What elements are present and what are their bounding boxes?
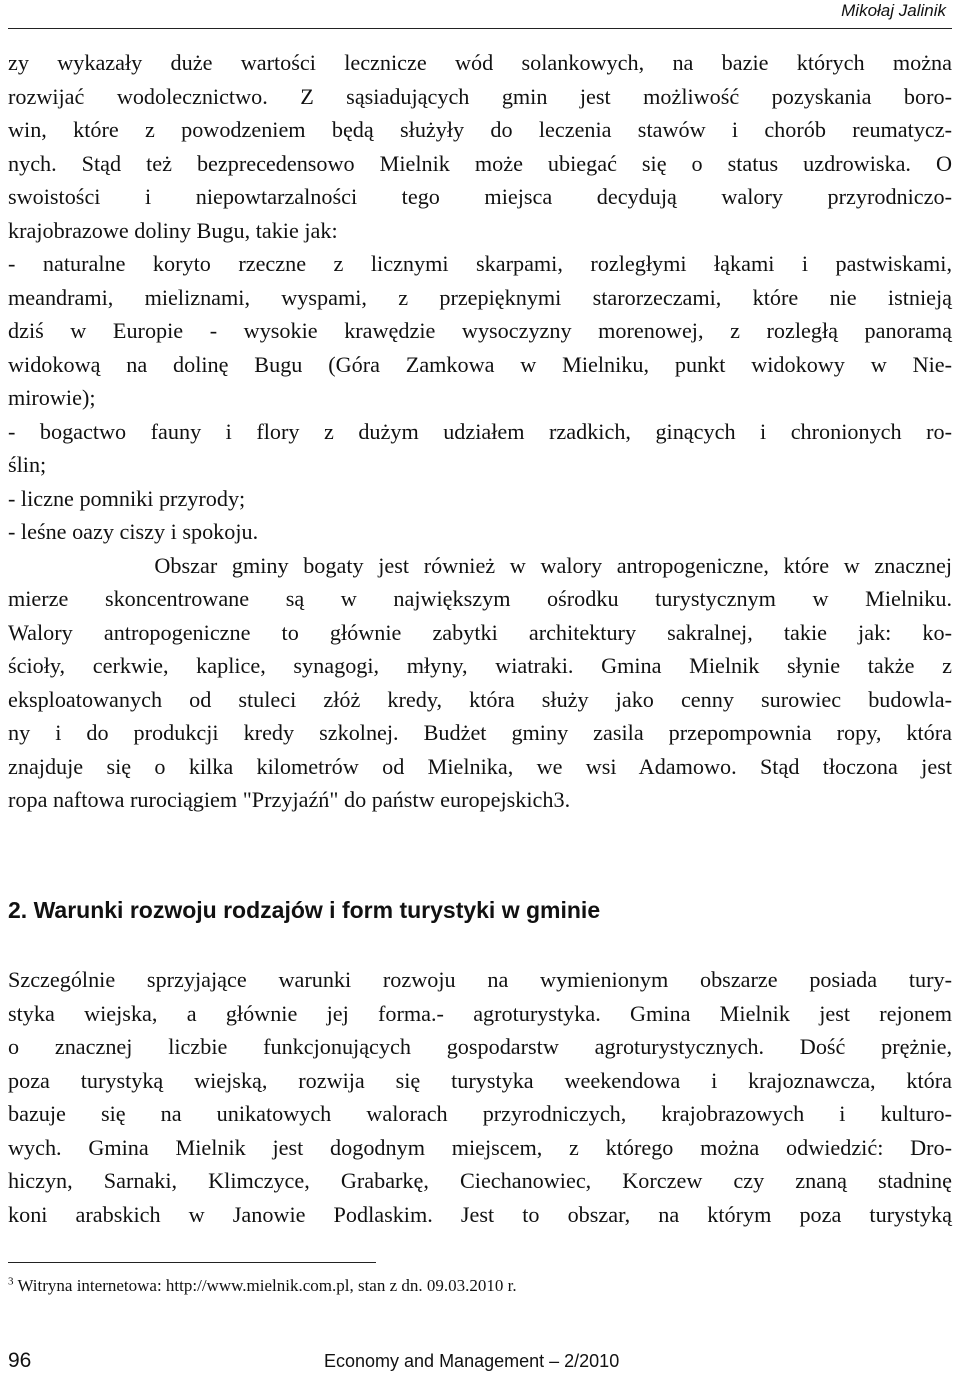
- text-line: mierze skoncentrowane są w największym ośrodku turystycznym w Mielniku.: [8, 586, 952, 611]
- text-line: - liczne pomniki przyrody;: [8, 485, 246, 511]
- text-line: koni arabskich w Janowie Podlaskim. Jest to obszar, na którym poza turystyką: [8, 1201, 952, 1227]
- journal-name: Economy and Management – 2/2010: [324, 1351, 620, 1371]
- text-line: znajduje się o kilka kilometrów od Mielnika, we wsi Adamowo. Stąd tłoczona jest: [8, 753, 952, 779]
- text-line: rozwijać wodolecznictwo. Z sąsiadujących gmin jest możliwość pozyskania boro-: [8, 83, 952, 109]
- text-line: swoistości i niepowtarzalności tego miejsca decydują walory przyrodniczo-: [8, 184, 952, 209]
- text-line: zy wykazały duże wartości lecznicze wód solankowych, na bazie których można: [8, 50, 952, 75]
- text-line: o znacznej liczbie funkcjonujących gospodarstw agroturystycznych. Dość prężnie,: [8, 1034, 952, 1059]
- section-heading: 2. Warunki rozwoju rodzajów i form turystyki w gminie: [8, 897, 601, 923]
- header-rule: [8, 28, 952, 29]
- text-line: nych. Stąd też bezprecedensowo Mielnik może ubiegać się o status uzdrowiska. O: [8, 150, 952, 176]
- page-footer: [8, 1348, 952, 1374]
- text-line: ślin;: [8, 452, 47, 477]
- footnote-rule: [8, 1262, 376, 1263]
- text-line: eksploatowanych od stuleci złóż kredy, która służy jako cenny surowiec budowla-: [8, 686, 952, 712]
- running-header-author: Mikołaj Jalinik: [841, 1, 946, 20]
- footnote: [8, 1275, 517, 1297]
- page-number: 96: [8, 1349, 32, 1372]
- text-line: Walory antropogeniczne to głównie zabytki architektury sakralnej, takie jak: ko-: [8, 619, 952, 645]
- text-line: ścioły, cerkwie, kaplice, synagogi, młyny, wiatraki. Gmina Mielnik słynie także z: [8, 653, 952, 678]
- text-line: mirowie);: [8, 385, 96, 410]
- text-line: wych. Gmina Mielnik jest dogodnym miejscem, z którego można odwiedzić: Dro-: [8, 1134, 952, 1160]
- text-line: Obszar gminy bogaty jest również w walory antropogeniczne, które w znacznej: [8, 552, 952, 578]
- text-line: bazuje się na unikatowych walorach przyrodniczych, krajobrazowych i kulturo-: [8, 1101, 952, 1126]
- text-line: poza turystyką wiejską, rozwija się turystyka weekendowa i krajoznawcza, która: [8, 1067, 952, 1093]
- text-line: ny i do produkcji kredy szkolnej. Budżet gminy zasila przepompownia ropy, która: [8, 720, 952, 745]
- text-line: - naturalne koryto rzeczne z licznymi skarpami, rozległymi łąkami i pastwiskami,: [8, 251, 952, 276]
- body-paragraph-1: [8, 46, 952, 817]
- body-paragraph-2: [8, 963, 952, 1231]
- text-line: Szczególnie sprzyjające warunki rozwoju na wymienionym obszarze posiada tury-: [8, 967, 952, 992]
- text-line: ropa naftowa rurociągiem "Przyjaźń" do państw europejskich3.: [8, 787, 571, 812]
- text-line: - leśne oazy ciszy i spokoju.: [8, 519, 259, 544]
- text-line: dziś w Europie - wysokie krawędzie wysoczyzny morenowej, z rozległą panoramą: [8, 318, 952, 343]
- footnote-text: Witryna internetowa: http://www.mielnik.com.pl, stan z dn. 09.03.2010 r.: [13, 1276, 517, 1295]
- text-line: meandrami, mieliznami, wyspami, z przepięknymi starorzeczami, które nie istnieją: [8, 284, 952, 310]
- text-line: widokową na dolinę Bugu (Góra Zamkowa w Mielniku, punkt widokowy w Nie-: [8, 351, 952, 377]
- footnote-mark: 3: [8, 1275, 14, 1288]
- text-line: hiczyn, Sarnaki, Klimczyce, Grabarkę, Ciechanowiec, Korczew czy znaną stadninę: [8, 1168, 952, 1193]
- text-line: styka wiejska, a głównie jej forma.- agroturystyka. Gmina Mielnik jest rejonem: [8, 1000, 952, 1026]
- text-line: win, które z powodzeniem będą służyły do leczenia stawów i chorób reumatycz-: [8, 117, 952, 142]
- text-line: - bogactwo fauny i flory z dużym udziałem rzadkich, ginących i chronionych ro-: [8, 418, 952, 444]
- text-line: krajobrazowe doliny Bugu, takie jak:: [8, 217, 338, 243]
